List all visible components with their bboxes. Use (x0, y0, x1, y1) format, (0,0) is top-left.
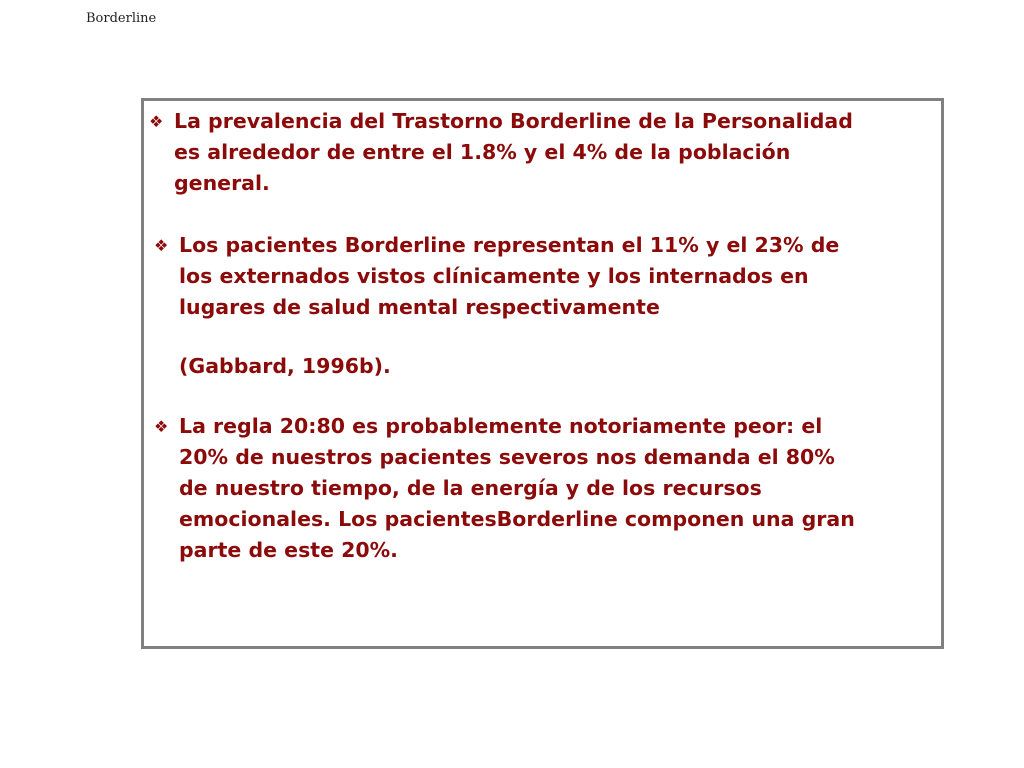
bullet-item (154, 230, 939, 323)
diamond-dots-icon: ❖ (154, 236, 169, 255)
bullet-item (154, 411, 939, 566)
content-box (141, 98, 944, 649)
slide-header-label: Borderline (86, 11, 157, 26)
diamond-dots-icon: ❖ (149, 112, 164, 131)
diamond-dots-icon: ❖ (154, 417, 169, 436)
bullet-text: La regla 20:80 es probablemente notoriamente peor: el 20% de nuestros pacientes severos nos demanda el 80% de nuestro tiempo, de la energía y de los recursos emocionales. Los pacientesBorderline componen una gran parte de este 20%. (179, 414, 855, 562)
bullet-item (149, 106, 939, 199)
bullet-text: La prevalencia del Trastorno Borderline de la Personalidad es alrededor de entre el 1.8% y el 4% de la población general. (174, 109, 853, 195)
bullet-text: Los pacientes Borderline representan el 11% y el 23% de los externados vistos clínicamente y los internados en lugares de salud mental respectivamente (179, 233, 840, 319)
citation: (Gabbard, 1996b). (179, 354, 391, 378)
